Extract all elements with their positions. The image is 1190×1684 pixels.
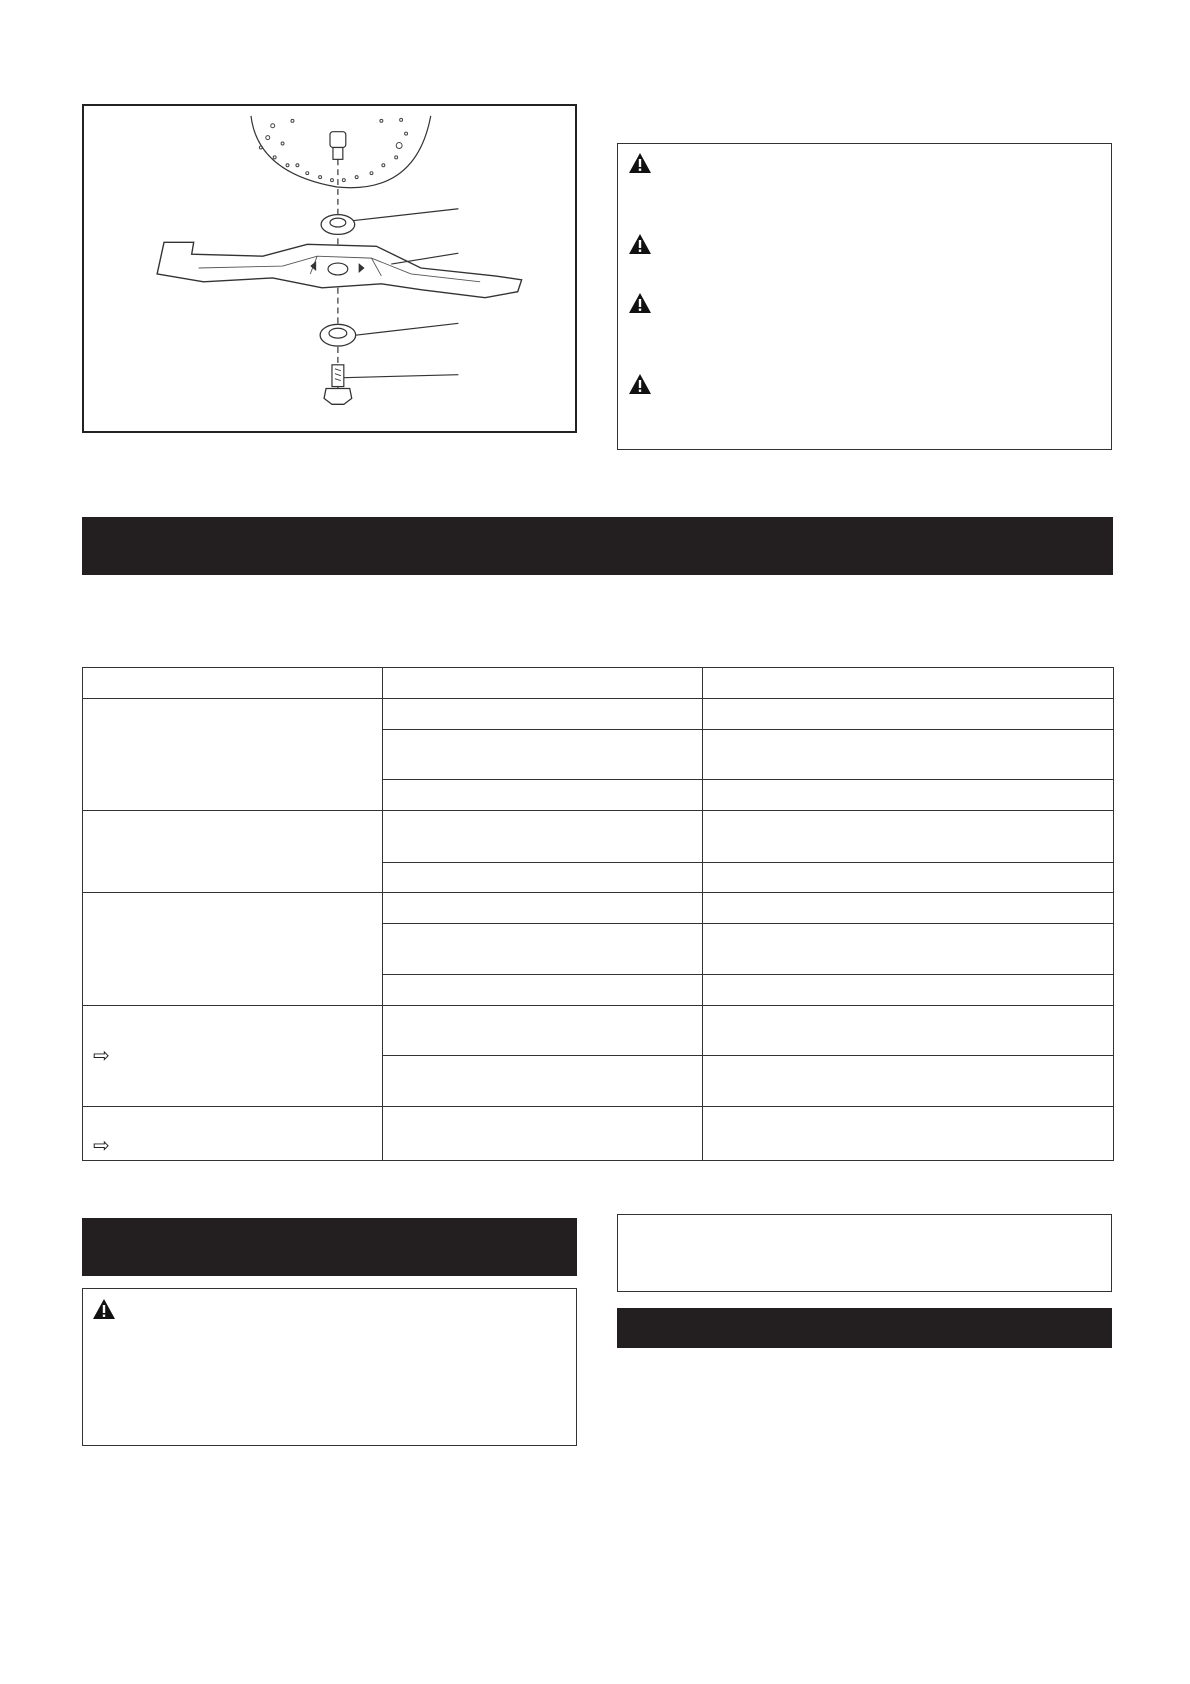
- remedy-cell: [703, 1107, 1114, 1161]
- table-row: [83, 699, 1114, 730]
- remedy-cell: [703, 893, 1114, 924]
- remedy-cell: [703, 811, 1114, 863]
- warning-triangle-icon: [628, 152, 652, 174]
- symptom-cell: [83, 893, 383, 1006]
- cause-cell: [383, 780, 703, 811]
- cause-cell: [383, 1006, 703, 1056]
- table-row: [83, 1006, 1114, 1056]
- symptom-cell: [83, 1006, 383, 1107]
- remedy-cell: [703, 699, 1114, 730]
- cause-cell: [383, 811, 703, 863]
- cause-cell: [383, 893, 703, 924]
- warning-triangle-icon: [628, 292, 652, 314]
- table-row: [83, 1107, 1114, 1161]
- symptom-cell: [83, 811, 383, 893]
- table-header: [383, 668, 703, 699]
- warning-triangle-icon: [628, 233, 652, 255]
- remedy-cell: [703, 1056, 1114, 1107]
- cause-cell: [383, 730, 703, 780]
- table-header: [703, 668, 1114, 699]
- note-box: [617, 1214, 1112, 1292]
- table-row: [83, 893, 1114, 924]
- table-row: [83, 811, 1114, 863]
- arrow-right-icon: ⇨: [93, 1135, 110, 1157]
- section-header-bar: [82, 517, 1113, 575]
- blade-assembly-diagram: [84, 106, 575, 431]
- warning-triangle-icon: [92, 1298, 116, 1320]
- bottom-left-header-bar: [82, 1218, 577, 1276]
- symptom-cell: [83, 1107, 383, 1161]
- blade-assembly-figure: [82, 104, 577, 433]
- arrow-right-icon: ⇨: [93, 1045, 110, 1067]
- remedy-cell: [703, 924, 1114, 975]
- cause-cell: [383, 1056, 703, 1107]
- troubleshooting-table: [82, 667, 1114, 1161]
- bottom-right-header-bar: [617, 1308, 1112, 1348]
- warning-triangle-icon: [628, 373, 652, 395]
- cause-cell: [383, 699, 703, 730]
- table-header-row: [83, 668, 1114, 699]
- blade-bolt: [332, 365, 344, 387]
- bottom-warning-box: [82, 1288, 577, 1446]
- cause-cell: [383, 863, 703, 893]
- cause-cell: [383, 1107, 703, 1161]
- cause-cell: [383, 924, 703, 975]
- cause-cell: [383, 975, 703, 1006]
- remedy-cell: [703, 863, 1114, 893]
- symptom-cell: [83, 699, 383, 811]
- remedy-cell: [703, 1006, 1114, 1056]
- warnings-box: [617, 143, 1112, 450]
- remedy-cell: [703, 730, 1114, 780]
- remedy-cell: [703, 780, 1114, 811]
- remedy-cell: [703, 975, 1114, 1006]
- table-header: [83, 668, 383, 699]
